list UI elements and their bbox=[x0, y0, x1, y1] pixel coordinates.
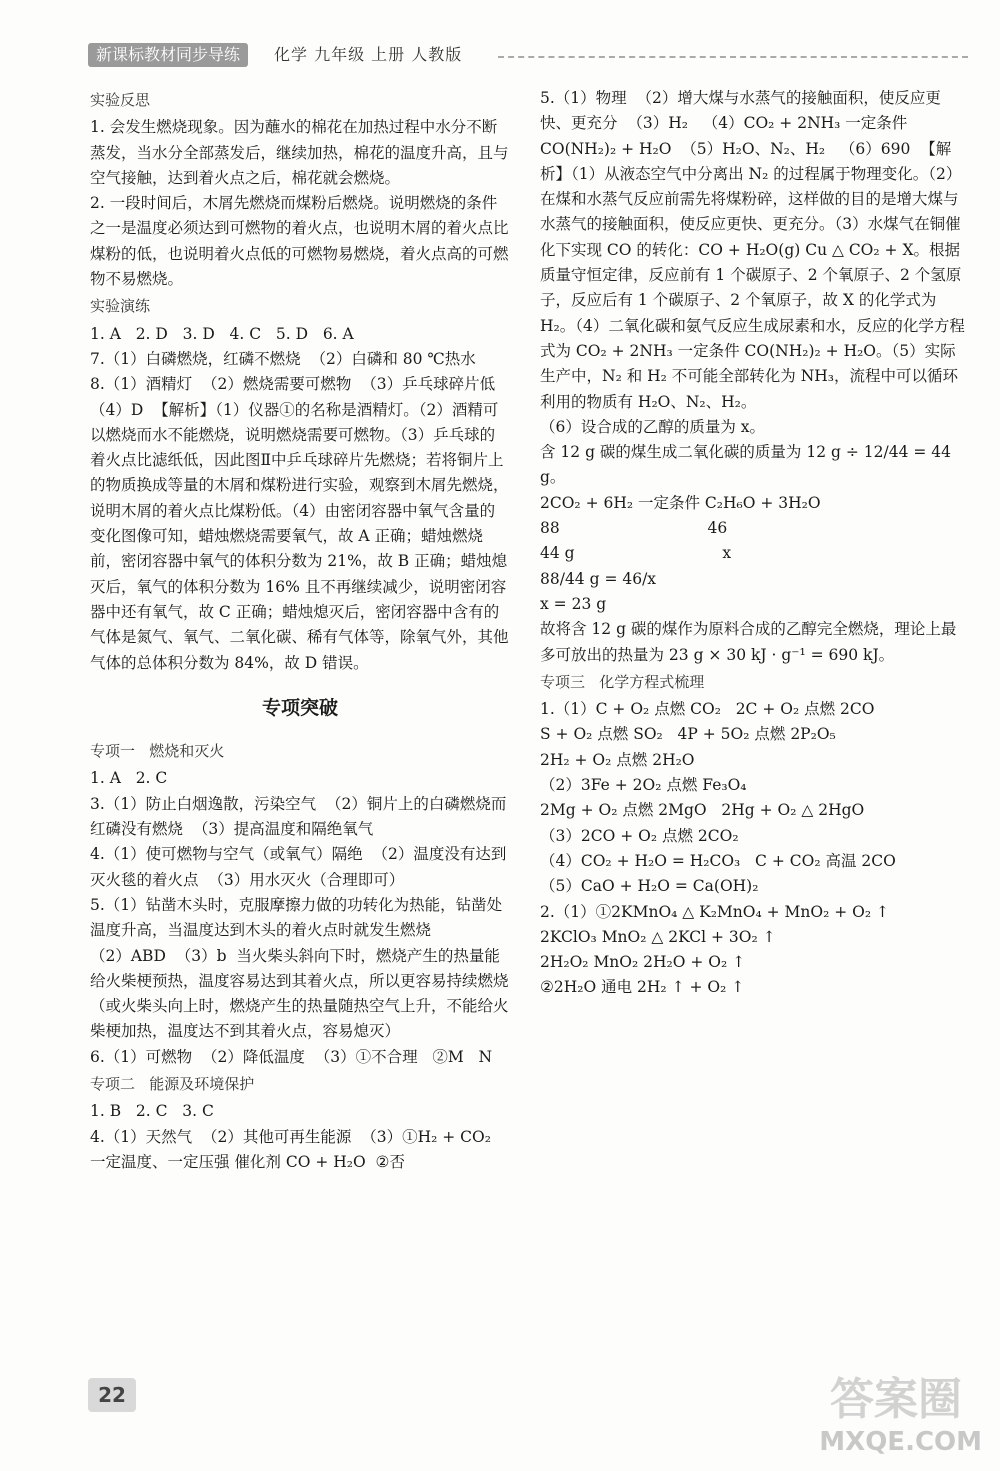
page-number: 22 bbox=[88, 1378, 136, 1412]
answer-paragraph: 2H₂O₂ MnO₂ 2H₂O + O₂ ↑ bbox=[540, 953, 746, 972]
answer-paragraph: 1.（1）C + O₂ 点燃 CO₂ 2C + O₂ 点燃 2CO bbox=[540, 700, 875, 719]
answer-paragraph: 1. B 2. C 3. C bbox=[90, 1102, 214, 1121]
answer-paragraph: 4.（1）使可燃物与空气（或氧气）隔绝 （2）温度没有达到灭火毯的着火点 （3）用水灭火（合理即可） bbox=[90, 845, 507, 889]
answer-paragraph: 7.（1）白磷燃烧，红磷不燃烧 （2）白磷和 80 ℃热水 bbox=[90, 349, 476, 368]
answer-paragraph: 一定温度、一定压强 催化剂 CO + H₂O ②否 bbox=[90, 1152, 405, 1171]
answer-paragraph: （4）CO₂ + H₂O = H₂CO₃ C + CO₂ 高温 2CO bbox=[540, 851, 896, 870]
section-heading: 专项二 能源及环境保护 bbox=[90, 1074, 255, 1093]
answer-paragraph: 含 12 g 碳的煤生成二氧化碳的质量为 12 g ÷ 12/44 = 44 g。 bbox=[540, 443, 956, 487]
right-answer-column bbox=[540, 86, 965, 1001]
section-heading: 实验反思 bbox=[90, 91, 151, 109]
answer-paragraph: S + O₂ 点燃 SO₂ 4P + 5O₂ 点燃 2P₂O₅ bbox=[540, 725, 836, 744]
answer-paragraph: 44 g x bbox=[540, 544, 732, 563]
answer-paragraph: ②2H₂O 通电 2H₂ ↑ + O₂ ↑ bbox=[540, 978, 745, 997]
book-series-badge: 新课标教材同步导练 bbox=[88, 43, 248, 67]
answer-paragraph: 3.（1）防止白烟逸散，污染空气 （2）铜片上的白磷燃烧而红磷没有燃烧 （3）提高温度和隔绝氧气 bbox=[90, 794, 507, 839]
page-header bbox=[88, 43, 968, 69]
watermark-main: 答案圈 bbox=[830, 1374, 962, 1425]
answer-paragraph: 1. A 2. D 3. D 4. C 5. D 6. A bbox=[90, 324, 354, 343]
watermark-site: MXQE.COM bbox=[819, 1427, 982, 1457]
answer-paragraph: （6）设合成的乙醇的质量为 x。 bbox=[540, 417, 766, 436]
section-heading: 实验演练 bbox=[90, 297, 151, 316]
answer-paragraph: x = 23 g bbox=[540, 594, 607, 613]
answer-paragraph: 88/44 g = 46/x bbox=[540, 569, 657, 588]
answer-paragraph: 5.（1）钻凿木头时，克服摩擦力做的功转化为热能，钻凿处温度升高，当温度达到木头的着火点时就发生燃烧 bbox=[90, 895, 503, 940]
answer-paragraph: 2KClO₃ MnO₂ △ 2KCl + 3O₂ ↑ bbox=[540, 927, 776, 946]
header-divider bbox=[498, 56, 968, 58]
answer-paragraph: （5）CaO + H₂O = Ca(OH)₂ bbox=[540, 877, 759, 896]
answer-paragraph: （2）3Fe + 2O₂ 点燃 Fe₃O₄ bbox=[540, 776, 747, 795]
answer-paragraph: 5.（1）物理 （2）增大煤与水蒸气的接触面积，使反应更快、更充分 （3）H₂ （4）CO₂ + 2NH₃ 一定条件 CO(NH₂)₂ + H₂O （5）H₂O、N₂、H₂ （6）690 【解析】（1）从液态空气中分离出 N₂ 的过程属于物理变化。（2）在煤和水蒸气反应前需先将煤粉碎，这样做的目的是增大煤与水蒸气的接触面积，使反应更快、更充分。（3）水煤气在铜催化下实现 CO 的转化：CO + H₂O(g) Cu △ CO₂ + X。根据质量守恒定律，反应前有 1 个碳原子、2 个氧原子、2 个氢原子，反应后有 1 个碳原子、2 个氧原子，故 X 的化学式为 H₂。（4）二氧化碳和氨气反应生成尿素和水，反应的化学方程式为 CO₂ + 2NH₃ 一定条件 CO(NH₂)₂ + H₂O。（5）实际生产中，N₂ 和 H₂ 不可能全部转化为 NH₃，流程中可以循环利用的物质有 H₂O、N₂、H₂。 bbox=[540, 89, 965, 411]
answer-paragraph: 88 46 bbox=[540, 519, 728, 538]
answer-paragraph: 6.（1）可燃物 （2）降低温度 （3）①不合理 ②M N bbox=[90, 1047, 493, 1066]
answer-paragraph: 2H₂ + O₂ 点燃 2H₂O bbox=[540, 750, 695, 769]
answer-paragraph: 2. 一段时间后，木屑先燃烧而煤粉后燃烧。说明燃烧的条件之一是温度必须达到可燃物的着火点，也说明木屑的着火点比煤粉的低，也说明着火点低的可燃物易燃烧，着火点高的可燃物不易燃烧。 bbox=[90, 194, 509, 289]
section-heading: 专项三 化学方程式梳理 bbox=[540, 672, 705, 691]
answer-paragraph: 4.（1）天然气 （2）其他可再生能源 （3）①H₂ + CO₂ bbox=[90, 1127, 491, 1146]
answer-paragraph: 8.（1）酒精灯 （2）燃烧需要可燃物 （3）乒乓球碎片低 （4）D 【解析】（1）仪器①的名称是酒精灯。（2）酒精可以燃烧而水不能燃烧，说明燃烧需要可燃物。（3）乒乓球的着火点比滤纸低，因此图Ⅱ中乒乓球碎片先燃烧；若将铜片上的物质换成等量的木屑和煤粉进行实验，观察到木屑先燃烧，说明木屑的着火点比煤粉低。（4）由密闭容器中氧气含量的变化图像可知，蜡烛燃烧需要氧气，故 A 正确；蜡烛燃烧前，密闭容器中氧气的体积分数为 21%，故 B 正确；蜡烛熄灭后，氧气的体积分数为 16% 且不再继续减少，说明密闭容器中还有氧气，故 C 正确；蜡烛熄灭后，密闭容器中含有的气体是氮气、氧气、二氧化碳、稀有气体等，除氧气外，其他气体的总体积分数为 84%，故 D 错误。 bbox=[90, 375, 509, 672]
section-heading: 专项一 燃烧和灭火 bbox=[90, 742, 225, 761]
answer-paragraph: 2Mg + O₂ 点燃 2MgO 2Hg + O₂ △ 2HgO bbox=[540, 801, 865, 820]
answer-paragraph: 故将含 12 g 碳的煤作为原料合成的乙醇完全燃烧，理论上最多可放出的热量为 23 g × 30 kJ · g⁻¹ = 690 kJ。 bbox=[540, 620, 957, 664]
answer-paragraph: 2CO₂ + 6H₂ 一定条件 C₂H₆O + 3H₂O bbox=[540, 493, 821, 512]
book-subtitle: 化学 九年级 上册 人教版 bbox=[274, 45, 463, 64]
answer-paragraph: （2）ABD （3）b 当火柴头斜向下时，燃烧产生的热量能给火柴梗预热，温度容易达到其着火点，所以更容易持续燃烧（或火柴头向上时，燃烧产生的热量随热空气上升，不能给火柴梗加热，温度达不到其着火点，容易熄灭） bbox=[90, 946, 509, 1041]
watermark-logo bbox=[762, 1367, 982, 1457]
left-answer-column bbox=[90, 86, 510, 1175]
answer-paragraph: 1. 会发生燃烧现象。因为蘸水的棉花在加热过程中水分不断蒸发，当水分全部蒸发后，继续加热，棉花的温度升高，且与空气接触，达到着火点之后，棉花就会燃烧。 bbox=[90, 118, 509, 187]
answer-paragraph: （3）2CO + O₂ 点燃 2CO₂ bbox=[540, 826, 739, 845]
answer-paragraph: 2.（1）①2KMnO₄ △ K₂MnO₄ + MnO₂ + O₂ ↑ bbox=[540, 902, 889, 921]
chapter-heading: 专项突破 bbox=[261, 696, 338, 719]
answer-paragraph: 1. A 2. C bbox=[90, 769, 168, 788]
